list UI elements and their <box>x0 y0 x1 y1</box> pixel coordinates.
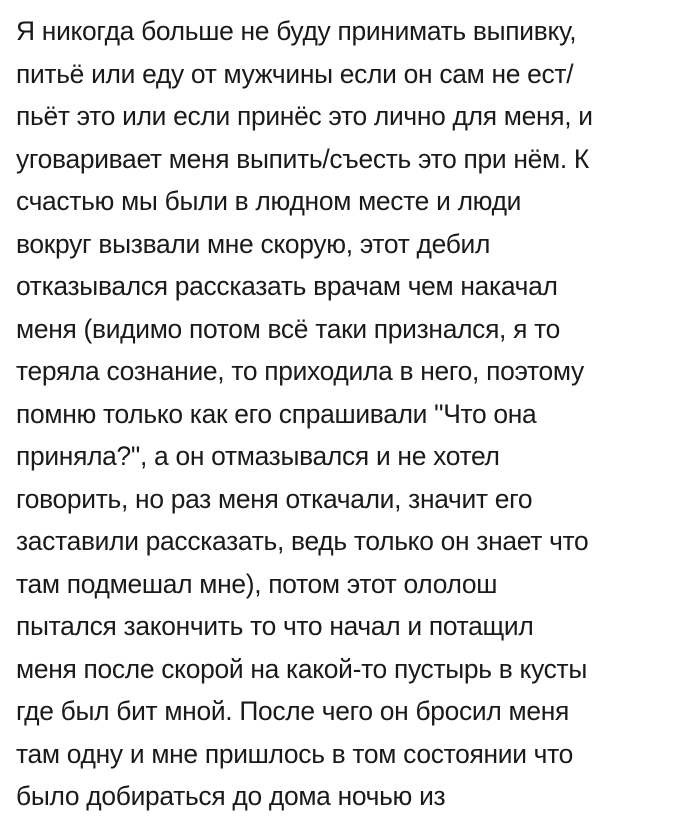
post-text-line: вокруг вызвали мне скорую, этот дебил <box>16 228 491 259</box>
post-text-line: меня после скорой на какой-то пустырь в кусты <box>16 653 588 684</box>
post-text-line: счастью мы были в людном месте и люди <box>16 186 522 216</box>
post-text-line: приняла?", а он отмазывался и не хотел <box>16 441 500 471</box>
post-text-line: заставили рассказать, ведь только он знает что <box>16 526 589 556</box>
post-text-line: помню только как его спрашивали "Что она <box>16 398 537 429</box>
post-text <box>16 10 700 818</box>
post-text-line: было добираться до дома ночью из <box>16 781 446 811</box>
post-body <box>0 10 700 823</box>
post-text-line: Я никогда больше не буду принимать выпивку, <box>16 16 577 46</box>
post-text-line: уговаривает меня выпить/съесть это при нём. К <box>16 143 589 174</box>
post-text-line: там одну и мне пришлось в том состоянии что <box>16 738 573 769</box>
post-text-line: меня (видимо потом всё таки признался, я то <box>16 313 561 344</box>
post-text-line: пытался закончить то что начал и потащил <box>16 611 534 641</box>
post-text-line: там подмешал мне), потом этот ололош <box>16 568 498 599</box>
post-text-line: где был бит мной. После чего он бросил меня <box>16 696 569 726</box>
post-text-line: говорить, но раз меня откачали, значит его <box>16 483 533 514</box>
post-text-line: пьёт это или если принёс это лично для меня, и <box>16 101 593 131</box>
post-text-line: теряла сознание, то приходила в него, поэтому <box>16 356 584 386</box>
post-text-line: отказывался рассказать врачам чем накачал <box>16 271 558 301</box>
post-text-line: питьё или еду от мужчины если он сам не ест/ <box>16 58 574 89</box>
